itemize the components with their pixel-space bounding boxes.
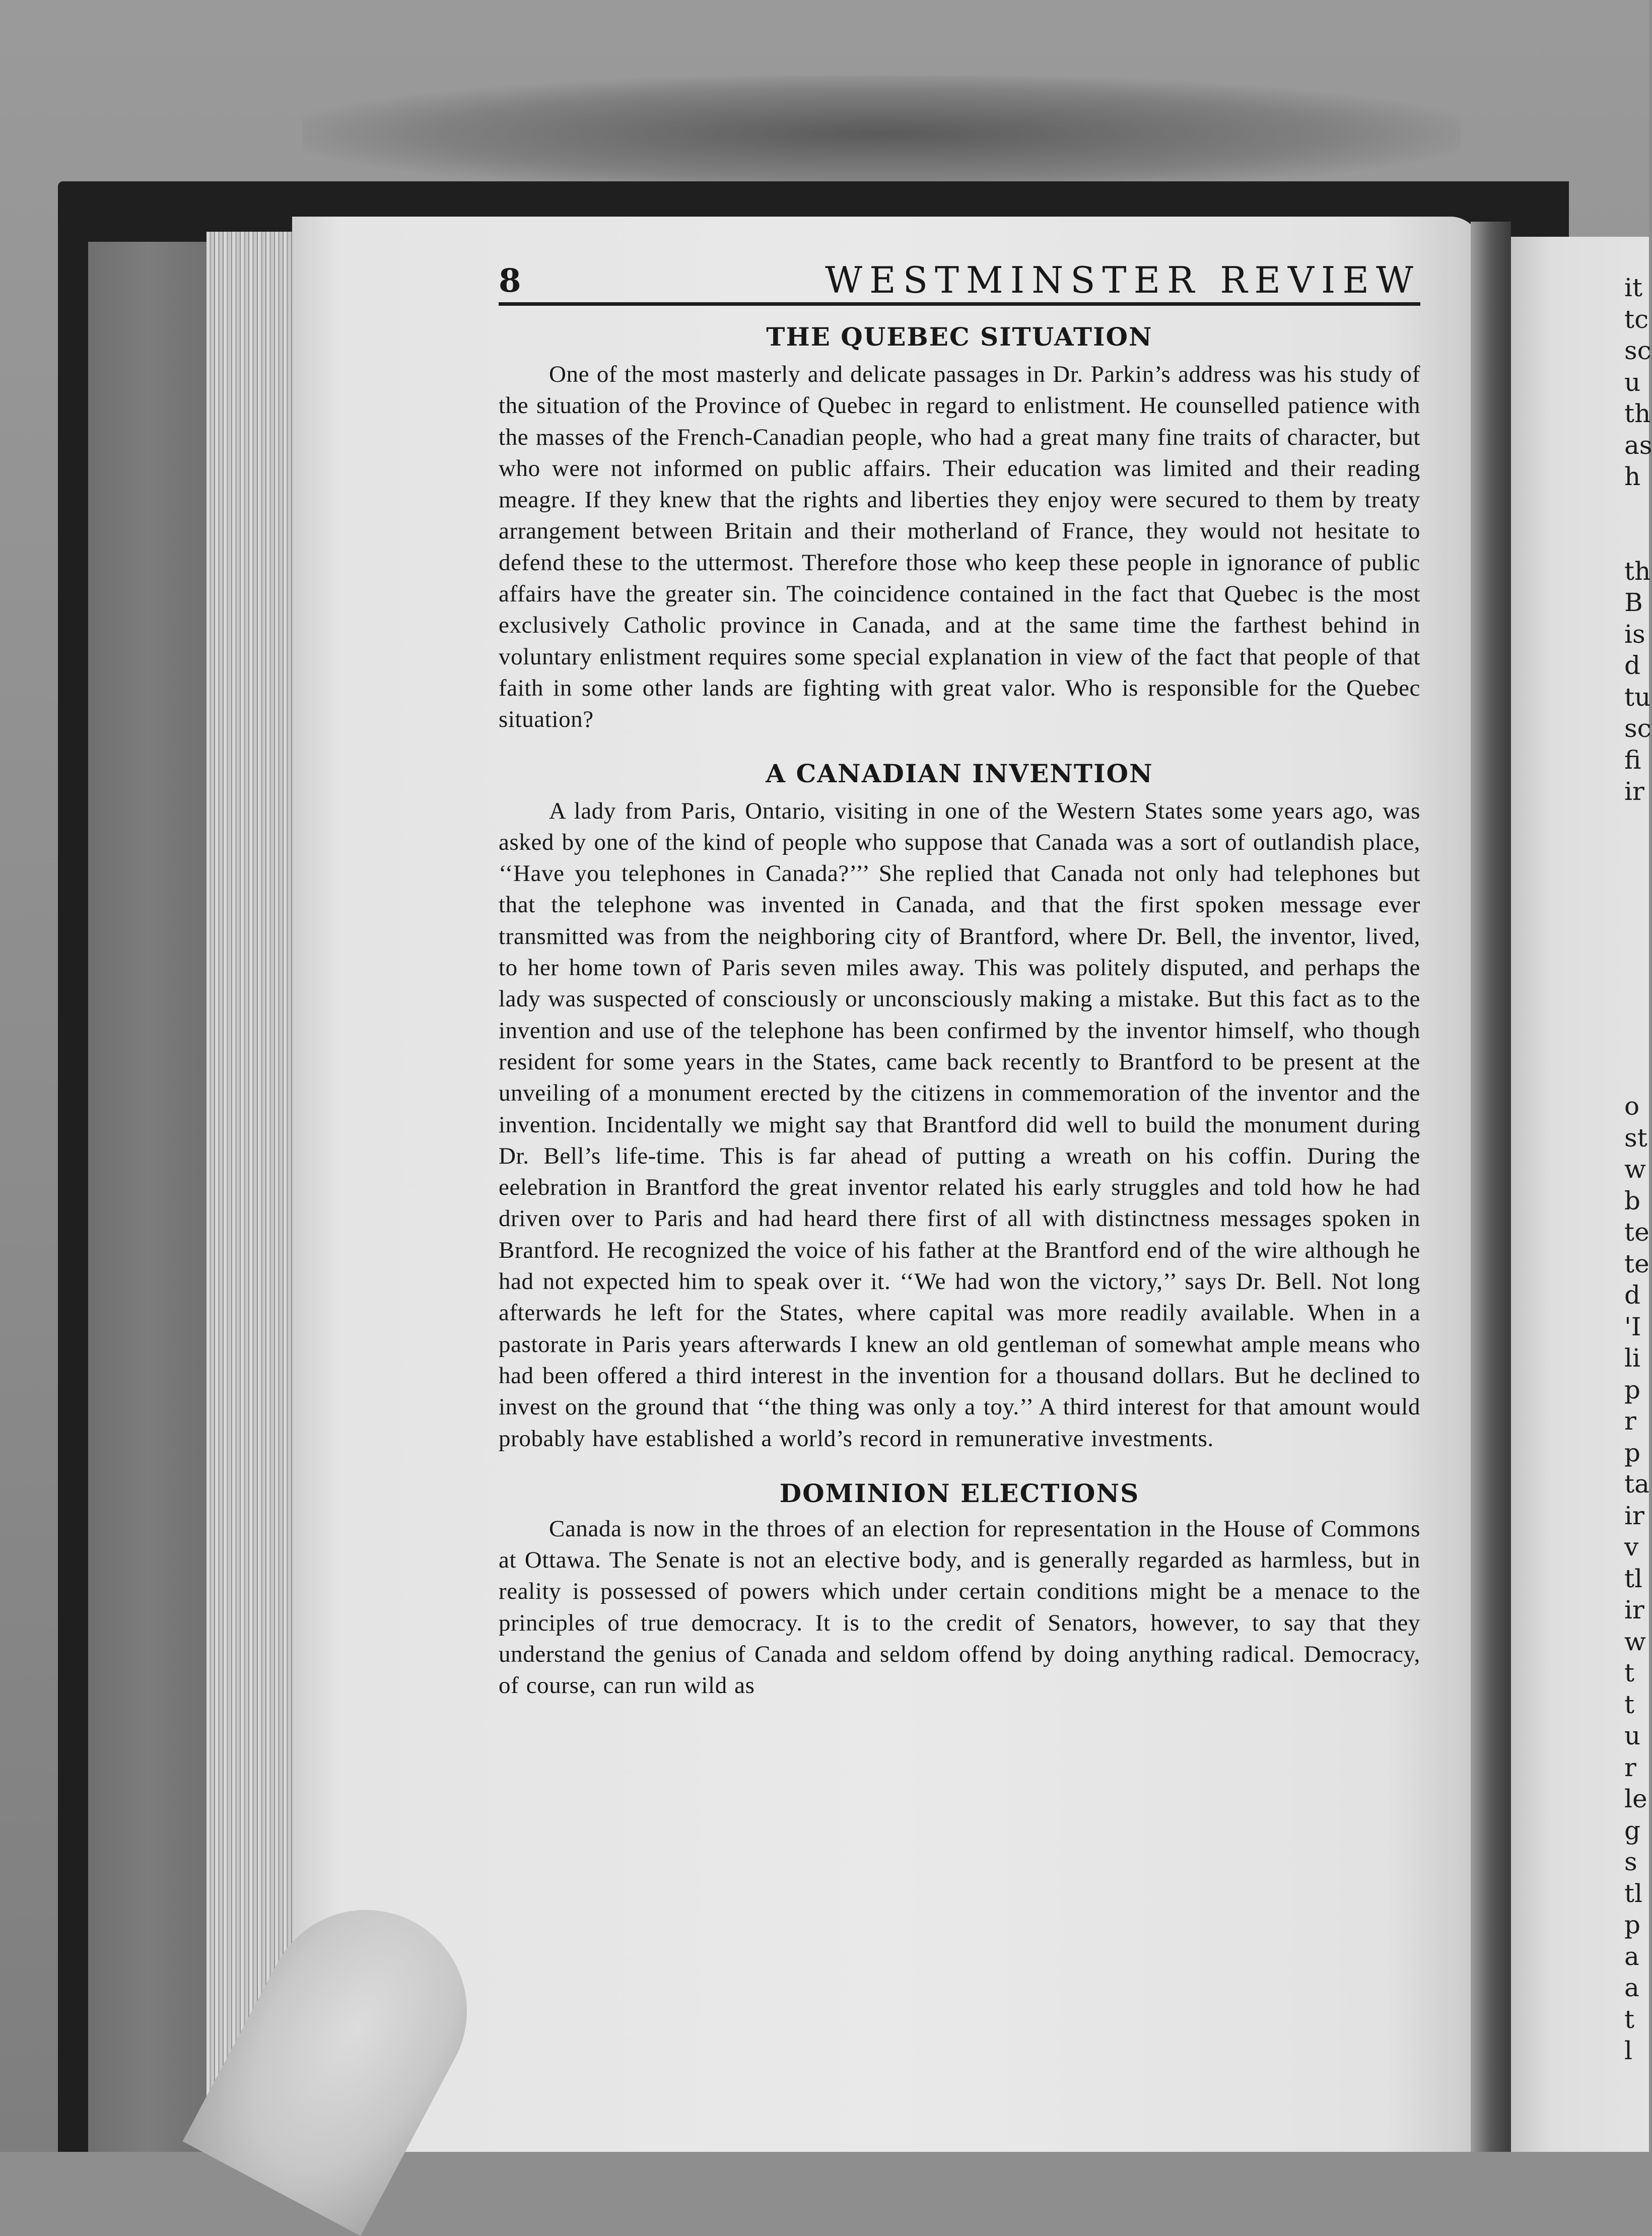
section-body-invention: A lady from Paris, Ontario, visiting in one of the Western States some years ago, was asked by one of the kind of people who suppose that Canada was a sort of outlandish place, ‘‘Have you telephones in Canada?’’’ She replied that Canada not only had telephones but that the telephone was invented in Canada, and that the first spoken message ever transmitted was from the neighboring city of Brantford, where Dr. Bell, the inventor, lived, to her home town of Paris seven miles away. This was politely disputed, and perhaps the lady was suspected of consciously or unconsciously making a mistake. But this fact as to the invention and use of the telephone has been confirmed by the inventor himself, who though resident for some years in the States, came back recently to Brantford to be present at the unveiling of a monument erected by the citizens in commemoration of the inventor and the invention. Incidentally we might say that Brantford did well to build the monument during Dr. Bell’s life-time. This is far ahead of putting a wreath on his coffin. During the eelebration in Brantford the great inventor related his early struggles and told how he had driven over to Paris and had heard there first of all with distinctness messages spoken in Brantford. He recognized the voice of his father at the Brantford end of the wire although he had not expected him to speak over it. ‘‘We had won the victory,’’ says Dr. Bell. Not long afterwards he left for the States, where capital was more readily available. When in a pastorate in Paris years afterwards I knew an old gentleman of somewhat ample means who had been offered a third interest in the invention for a thousand dollars. But he declined to invest on the ground that ‘‘the thing was only a toy.’’ A third interest for that amount would probably have established a world’s record in remunerative investments.	[499, 797, 1420, 1452]
section-body-elections: Canada is now in the throes of an election for representation in the House of Commons at Ottawa. The Senate is not an elective body, and is generally regarded as harmless, but in reality is possessed of powers which under certain conditions might be a menace to the principles of true democracy. It is to the credit of Senators, however, to say that they understand the genius of Canada and seldom offend by doing anything radical. Democracy, of course, can run wild as	[499, 1515, 1420, 1699]
running-head	[499, 252, 1420, 306]
page-content	[499, 252, 1420, 1702]
page-number: 8	[499, 262, 521, 300]
section-heading-invention: A CANADIAN INVENTION	[766, 758, 1153, 788]
section-heading-quebec: THE QUEBEC SITUATION	[766, 322, 1153, 352]
journal-title: WESTMINSTER REVIEW	[825, 259, 1420, 301]
background-shadow	[302, 76, 1461, 191]
facing-page-text-fragments: it tc sc u th as h th B is d tu sc fi ir o st w b te te d 'I li p r p ta ir v tl ir w t t u r le g s tl p a a t l	[1624, 273, 1652, 2065]
section-heading-elections: DOMINION ELECTIONS	[779, 1478, 1140, 1508]
book-gutter	[1471, 222, 1511, 2152]
section-body-quebec: One of the most masterly and delicate passages in Dr. Parkin’s address was his study of the situation of the Province of Quebec in regard to enlistment. He counselled patience with the masses of the French-Canadian people, who had a great many fine traits of character, but who were not informed on public affairs. Their education was limited and their reading meagre. If they knew that the rights and liberties they enjoy were secured to them by treaty arrangement between Britain and their motherland of France, they would not hesitate to defend these to the uttermost. Therefore those who keep these people in ignorance of public affairs have the greater sin. The coincidence contained in the fact that Quebec is the most exclusively Catholic province in Canada, and at the same time the farthest behind in voluntary enlistment requires some special explanation in view of the fact that people of that faith in some other lands are fighting with great valor. Who is responsible for the Quebec situation?	[499, 361, 1420, 733]
